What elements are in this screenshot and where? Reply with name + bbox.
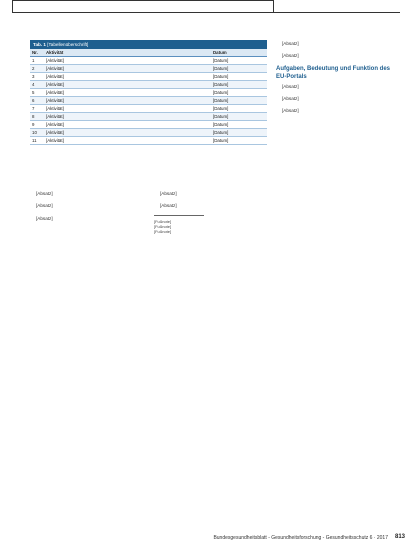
table-cell-no: 11 — [30, 137, 44, 145]
table-header-no: Nr. — [30, 49, 44, 57]
table-cell-no: 1 — [30, 57, 44, 65]
table-cell-date: [Datum] — [211, 65, 267, 73]
footnote: [Fußnote] — [154, 229, 172, 234]
table-row — [30, 129, 267, 137]
table-cell-no: 2 — [30, 65, 44, 73]
table-cell-activity: [Aktivität] — [44, 89, 211, 97]
paragraph: [Absatz] — [36, 203, 53, 209]
table-row — [30, 89, 267, 97]
page-number: 813 — [394, 534, 405, 540]
table-cell-date: [Datum] — [211, 137, 267, 145]
table-cell-no: 7 — [30, 105, 44, 113]
table-caption-text: [Tabellenüberschrift] — [47, 42, 89, 47]
table-cell-no: 9 — [30, 121, 44, 129]
table-cell-no: 3 — [30, 73, 44, 81]
table-cell-date: [Datum] — [211, 113, 267, 121]
header-rule — [12, 2, 400, 13]
table-row — [30, 137, 267, 145]
table-1 — [30, 40, 267, 145]
table-row — [30, 57, 267, 65]
paragraph: [Absatz] — [282, 108, 299, 114]
table-header-activity: Aktivität — [44, 49, 211, 57]
paragraph: [Absatz] — [282, 53, 299, 59]
column-1 — [30, 190, 148, 227]
table-cell-no: 8 — [30, 113, 44, 121]
section-heading: Aufgaben, Bedeutung und Funktion des EU-Portals — [276, 65, 390, 80]
timeline-table — [30, 49, 267, 145]
paragraph: [Absatz] — [36, 191, 53, 196]
paragraph: [Absatz] — [282, 41, 299, 46]
table-row — [30, 113, 267, 121]
table-row — [30, 65, 267, 73]
journal-citation: Bundesgesundheitsblatt - Gesundheitsforschung - Gesundheitsschutz 6 · 2017 — [213, 535, 388, 541]
table-cell-activity: [Aktivität] — [44, 105, 211, 113]
table-cell-date: [Datum] — [211, 129, 267, 137]
table-cell-date: [Datum] — [211, 105, 267, 113]
paragraph: [Absatz] — [36, 215, 53, 221]
table-cell-activity: [Aktivität] — [44, 73, 211, 81]
table-cell-date: [Datum] — [211, 81, 267, 89]
table-cell-date: [Datum] — [211, 73, 267, 81]
table-cell-activity: [Aktivität] — [44, 113, 211, 121]
column-2 — [154, 190, 270, 234]
table-row — [30, 105, 267, 113]
table-cell-date: [Datum] — [211, 89, 267, 97]
table-cell-date: [Datum] — [211, 121, 267, 129]
table-cell-date: [Datum] — [211, 57, 267, 65]
table-row — [30, 97, 267, 105]
table-row — [30, 121, 267, 129]
table-header-row — [30, 49, 267, 57]
footnote: [Fußnote] — [154, 223, 172, 229]
table-body — [30, 57, 267, 145]
paragraph: [Absatz] — [160, 203, 177, 209]
table-header-date: Datum — [211, 49, 267, 57]
table-cell-activity: [Aktivität] — [44, 97, 211, 105]
table-cell-no: 4 — [30, 81, 44, 89]
table-cell-activity: [Aktivität] — [44, 57, 211, 65]
table-row — [30, 81, 267, 89]
table-cell-activity: [Aktivität] — [44, 137, 211, 145]
footnote-rule — [154, 215, 204, 216]
paragraph: [Absatz] — [282, 83, 299, 89]
table-cell-no: 10 — [30, 129, 44, 137]
page-footer — [0, 535, 413, 545]
table-cell-activity: [Aktivität] — [44, 65, 211, 73]
table-row — [30, 73, 267, 81]
table-cell-activity: [Aktivität] — [44, 81, 211, 89]
paragraph: [Absatz] — [282, 95, 299, 101]
table-cell-no: 5 — [30, 89, 44, 97]
table-cell-activity: [Aktivität] — [44, 121, 211, 129]
footnote: [Fußnote] — [154, 218, 172, 224]
table-cell-date: [Datum] — [211, 97, 267, 105]
column-3 — [276, 40, 396, 119]
table-cell-no: 6 — [30, 97, 44, 105]
paragraph: [Absatz] — [160, 191, 177, 196]
table-caption-label: Tab. 1 — [33, 42, 46, 47]
table-cell-activity: [Aktivität] — [44, 129, 211, 137]
table-caption — [30, 40, 267, 49]
